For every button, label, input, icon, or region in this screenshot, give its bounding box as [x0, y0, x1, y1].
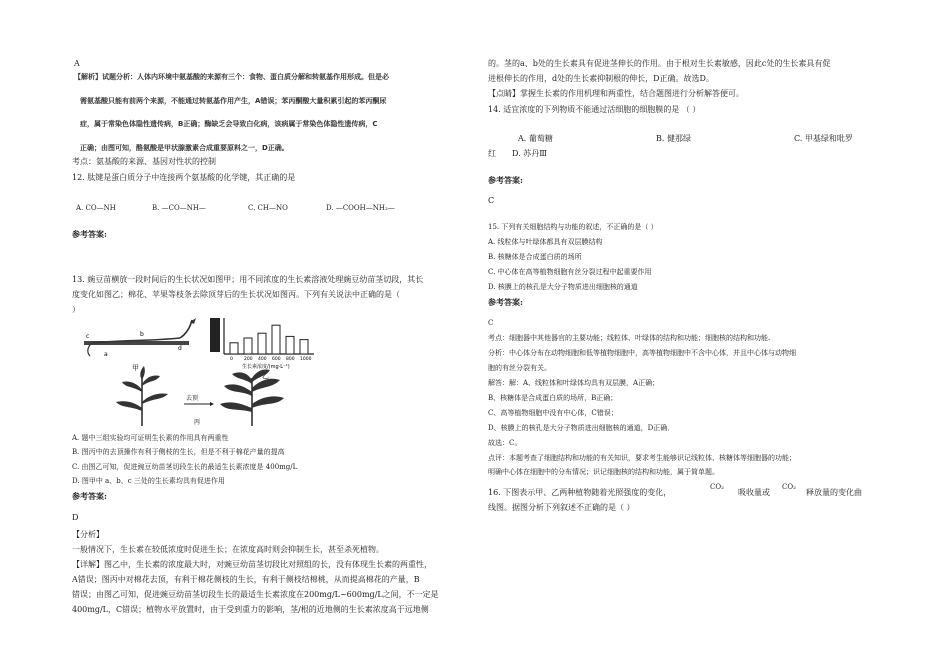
- q12-option-b: B. —CO—NH—: [152, 204, 206, 212]
- figure-yi-label: 乙: [262, 372, 269, 380]
- q15-exp-4: 解答：解：A、线粒体和叶绿体均具有双层膜，A正确；: [488, 379, 660, 387]
- q15-exp-5: B、核糖体是合成蛋白质的场所，B正确；: [488, 394, 618, 402]
- question-13-line-2: 度变化如图乙；棉花、苹果等枝条去除顶芽后的生长状况如图丙。下列有关说法中正确的是（: [72, 290, 400, 299]
- q15-exp-3: 胞的有丝分裂有关。: [488, 364, 551, 372]
- dianjing-line: 【点睛】掌握生长素的作用机理和两重性，结合题图进行分析解答便可。: [488, 89, 744, 98]
- question-16-part-c: 释放量的变化曲: [806, 488, 862, 497]
- xiangjie-line-3: 错误；由图乙可知，促进豌豆幼苗茎切段生长的最适生长素浓度在200mg/L~600mg/L之间，不一定是: [72, 590, 439, 599]
- q13-option-a: A. 题中三组实验均可证明生长素的作用具有两重性: [72, 434, 229, 442]
- q15-exp-9: 点评：本题考查了细胞结构和功能的有关知识，要求考生能够识记线粒体、核糖体等细胞器的功能；: [488, 454, 796, 462]
- label-c: c: [86, 333, 90, 340]
- q13-answer-label: 参考答案:: [72, 491, 107, 501]
- q12-answer-label: 参考答案:: [72, 229, 107, 239]
- scan-line-1: 【解析】试题分析：人体内环境中氨基酸的来源有三个：食物、蛋白质分解和转氨基作用形成。但是必: [74, 73, 389, 81]
- q12-option-d: D. —COOH—NH₂—: [326, 204, 395, 212]
- q14-option-b: B. 健那绿: [656, 134, 691, 143]
- label-d: d: [178, 345, 182, 352]
- q16-co2-1: CO₂: [710, 483, 724, 491]
- chart-bar: [244, 338, 252, 354]
- chart-xlabel: 生长素浓度/(mg·L⁻¹): [242, 364, 290, 370]
- question-13-line-1: 13. 豌豆苗横放一段时间后的生长状况如图甲；用不同浓度的生长素溶液处理豌豆幼苗茎切段，其长: [72, 275, 424, 284]
- question-12: 12. 肽键是蛋白质分子中连接两个氨基酸的化学键，其正确的是: [72, 173, 296, 182]
- scan-line-2: 需氨基酸只能有前两个来源，不能通过转氨基作用产生，A错误；苯丙酮酸大量积累引起的苯丙酮尿: [80, 97, 387, 105]
- q13-figure: [82, 316, 362, 428]
- q14-option-c: C. 甲基绿和吡罗: [794, 134, 853, 143]
- chart-bar: [230, 343, 238, 354]
- chart-tick-label: 200: [244, 357, 253, 362]
- figure-bing: [116, 366, 284, 426]
- q13-answer: D: [72, 513, 79, 522]
- fenxi-text: 一般情况下，生长素在较低浓度时促进生长；在浓度高时则会抑制生长，甚至杀死植物。: [72, 545, 384, 554]
- question-16-line-2: 线图。据图分析下列叙述不正确的是（ ）: [488, 503, 635, 512]
- fenxi-label: 【分析】: [72, 530, 104, 539]
- chart-bar: [258, 333, 266, 354]
- chart-tick-label: 800: [286, 357, 295, 362]
- q14-answer-label: 参考答案:: [488, 175, 523, 185]
- answer-a: A: [74, 59, 80, 68]
- kaodian-line: 考点：氨基酸的来源、基因对性状的控制: [72, 157, 216, 166]
- question-16-part-b: 吸收量或: [738, 488, 770, 497]
- xiangjie-line-2: A错误；图丙中对棉花去顶，有利于棉花侧枝的生长，有利于侧枝结棉桃，从而提高棉花的产量，B: [72, 575, 420, 584]
- scan-line-4: 正确；由图可知，酪氨酸是甲状腺激素合成重要原料之一，D正确。: [80, 144, 289, 152]
- label-b: b: [140, 331, 144, 338]
- q16-co2-2: CO₂: [782, 483, 796, 491]
- q13-option-c: C. 由图乙可知，促进豌豆幼苗茎切段生长的最适生长素浓度是 400mg/L: [72, 463, 298, 471]
- q14-answer: C: [488, 196, 495, 205]
- q15-option-b: B. 核糖体是合成蛋白质的场所: [488, 253, 582, 261]
- q15-option-c: C. 中心体在高等植物细胞有丝分裂过程中起重要作用: [488, 268, 652, 276]
- chart-bar: [272, 325, 280, 354]
- q14-option-d: D. 苏丹Ⅲ: [512, 149, 547, 158]
- q15-exp-6: C、高等植物细胞中没有中心体，C错误；: [488, 409, 618, 417]
- cont-line-1: 的。茎的a、b处的生长素具有促进茎伸长的作用。由于根对生长素敏感，因此c处的生长素具有促: [488, 59, 831, 68]
- figure-bing-label: 丙: [194, 419, 201, 426]
- q15-exp-8: 故选：C。: [488, 439, 522, 447]
- q12-option-a: A. CO—NH: [76, 204, 116, 212]
- chart-tick-label: 1000: [300, 357, 312, 362]
- qu-ding-label: 去顶: [186, 395, 199, 402]
- xiangjie-line-1: 【详解】图乙中，生长素的浓度最大时，对豌豆幼苗茎切段比对照组的长，没有体现生长素的两重性，: [72, 560, 432, 569]
- q14-option-c-cont: 红: [488, 149, 496, 158]
- q12-option-c: C. CH—NO: [248, 204, 288, 212]
- q14-option-a: A. 葡萄糖: [518, 134, 553, 143]
- q15-option-a: A. 线粒体与叶绿体都具有双层膜结构: [488, 238, 603, 246]
- figure-jia: [84, 318, 196, 372]
- q15-option-d: D. 核膜上的核孔是大分子物质进出细胞核的通道: [488, 283, 638, 291]
- q13-option-d: D. 图甲中 a、b、c 三处的生长素均具有促进作用: [72, 477, 225, 485]
- question-15: 15. 下列有关细胞结构与功能的叙述，不正确的是（ ）: [488, 223, 658, 231]
- chart-bar: [300, 340, 308, 354]
- xiangjie-line-4: 400mg/L，C错误；植物水平放置时，由于受到重力的影响，茎/根的近地侧的生长素浓度高于远地侧: [72, 605, 429, 614]
- label-a: a: [104, 351, 108, 358]
- chart-tick-label: 400: [258, 357, 267, 362]
- chart-tick-label: 0: [230, 357, 233, 362]
- q15-exp-1: 考点：细胞器中其他器官的主要功能；线粒体、叶绿体的结构和功能；细胞核的结构和功能.: [488, 334, 771, 342]
- chart-bar: [286, 336, 294, 354]
- question-16-part-a: 16. 下图表示甲、乙两种植物随着光照强度的变化，: [488, 488, 672, 497]
- q13-option-b: B. 图丙中的去顶操作有利于侧枝的生长，但是不利于棉花产量的提高: [72, 448, 285, 456]
- q15-answer: C: [488, 319, 494, 327]
- q15-exp-7: D、核膜上的核孔是大分子物质进出细胞核的通道，D正确．: [488, 424, 675, 432]
- figure-jia-label: 甲: [132, 364, 139, 372]
- q15-exp-10: 明确中心体在细胞中的分布情况；识记细胞核的结构和功能，属于简单题。: [488, 468, 719, 476]
- cont-line-2: 进根伸长的作用，d处的生长素抑制根的伸长，D正确。故选D。: [488, 74, 714, 83]
- scan-line-3: 症，属于常染色体隐性遗传病，B正确；酶缺乏会导致白化病，该病属于常染色体隐性遗传病，C: [80, 120, 378, 128]
- q15-exp-2: 分析：中心体分布在动物细胞和低等植物细胞中，高等植物细胞中不含中心体，并且中心体与动物细: [488, 349, 796, 357]
- q15-answer-label: 参考答案:: [488, 297, 523, 307]
- question-14: 14. 适宜浓度的下列物质不能通过活细胞的细胞膜的是 （ ）: [488, 105, 701, 114]
- chart-tick-label: 600: [272, 357, 281, 362]
- question-13-line-3: ）: [72, 305, 80, 314]
